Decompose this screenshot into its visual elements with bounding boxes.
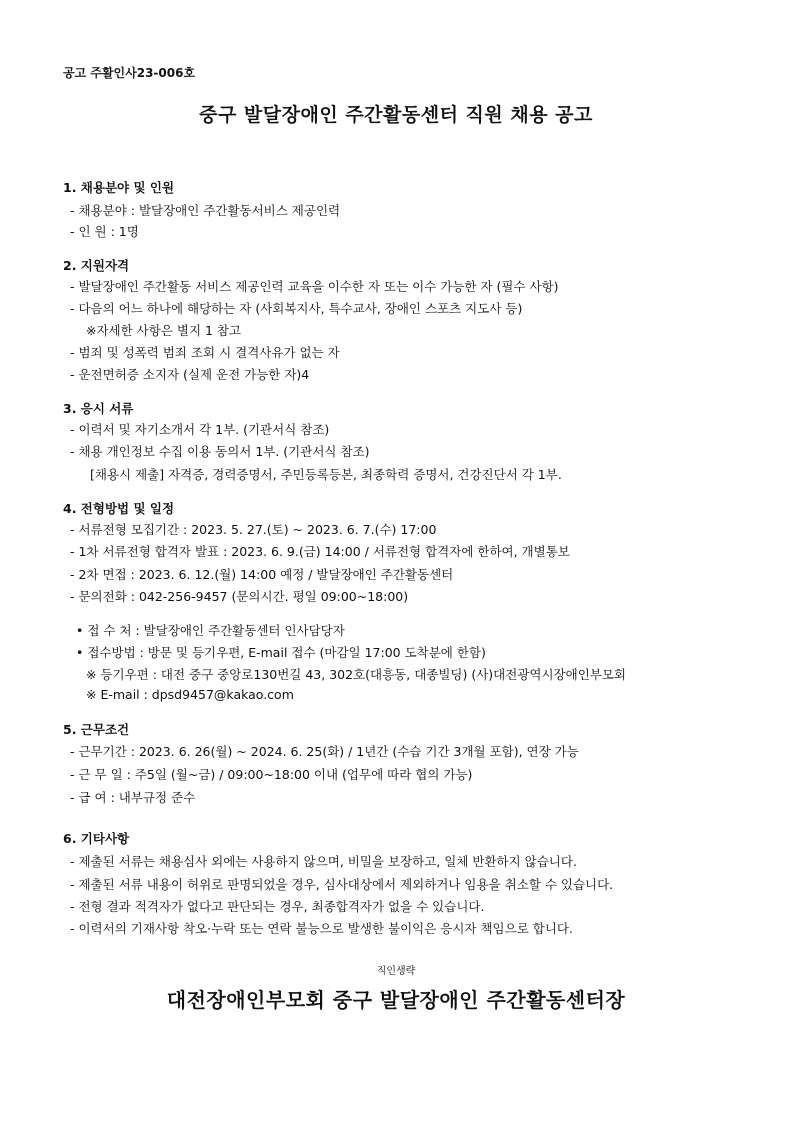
section-1-line: - 채용분야 : 발달장애인 주간활동서비스 제공인력 (70, 203, 341, 218)
page-title: 중구 발달장애인 주간활동센터 직원 채용 공고 (199, 104, 593, 126)
section-3-note: [채용시 제출] 자격증, 경력증명서, 주민등록등본, 최종학력 증명서, 건강진단서 각 1부. (90, 467, 562, 482)
section-3-title: 3. 응시 서류 (63, 401, 134, 416)
section-6-line: - 이력서의 기재사항 착오·누락 또는 연락 불능으로 발생한 불이익은 응시자 책임으로 합니다. (70, 921, 573, 936)
section-4-title: 4. 전형방법 및 일정 (63, 501, 175, 516)
section-2-note: ※자세한 사항은 별지 1 참고 (86, 323, 242, 338)
section-6-line: - 제출된 서류 내용이 허위로 판명되었을 경우, 심사대상에서 제외하거나 임용을 취소할 수 있습니다. (70, 877, 614, 892)
section-2-line: - 범죄 및 성폭력 범죄 조회 시 결격사유가 없는 자 (70, 345, 340, 360)
section-4-email-note: ※ E-mail : dpsd9457@kakao.com (86, 687, 294, 702)
section-5-title: 5. 근무조건 (63, 722, 130, 737)
section-4-line: - 문의전화 : 042-256-9457 (문의시간. 평일 09:00~18:00) (70, 589, 409, 604)
section-4-bullet: • 접 수 처 : 발달장애인 주간활동센터 인사담당자 (76, 623, 345, 638)
section-1-line: - 인 원 : 1명 (70, 224, 139, 239)
section-3-line: - 이력서 및 자기소개서 각 1부. (기관서식 참조) (70, 422, 330, 437)
section-2-line: - 다음의 어느 하나에 해당하는 자 (사회복지사, 특수교사, 장애인 스포츠 지도사 등) (70, 301, 523, 316)
section-6-title: 6. 기타사항 (63, 831, 130, 846)
section-5-line: - 급 여 : 내부규정 준수 (70, 790, 196, 805)
section-5-line: - 근무기간 : 2023. 6. 26(월) ~ 2024. 6. 25(화) / 1년간 (수습 기간 3개월 포함), 연장 가능 (70, 744, 579, 759)
document-number: 공고 주활인사23-006호 (63, 66, 196, 80)
section-4-line: - 1차 서류전형 합격자 발표 : 2023. 6. 9.(금) 14:00 / 서류전형 합격자에 한하여, 개별통보 (70, 544, 570, 559)
section-6-line: - 제출된 서류는 채용심사 외에는 사용하지 않으며, 비밀을 보장하고, 일체 반환하지 않습니다. (70, 854, 577, 869)
section-1-title: 1. 채용분야 및 인원 (63, 180, 175, 195)
section-2-line: - 운전면허증 소지자 (실제 운전 가능한 자)4 (70, 367, 310, 382)
seal-omitted-note: 직인생략 (376, 966, 416, 977)
section-2-line: - 발달장애인 주간활동 서비스 제공인력 교육을 이수한 자 또는 이수 가능한 자 (필수 사항) (70, 279, 559, 294)
section-4-line: - 2차 면접 : 2023. 6. 12.(월) 14:00 예정 / 발달장애인 주간활동센터 (70, 567, 454, 582)
section-3-line: - 채용 개인정보 수집 이용 동의서 1부. (기관서식 참조) (70, 444, 370, 459)
section-4-note: ※ 등기우편 : 대전 중구 중앙로130번길 43, 302호(대흥동, 대종빌딩) (사)대전광역시장애인부모회 (86, 667, 626, 682)
section-4-bullet: • 접수방법 : 방문 및 등기우편, E-mail 접수 (마감일 17:00 도착분에 한함) (76, 645, 486, 660)
signature-line: 대전장애인부모회 중구 발달장애인 주간활동센터장 (166, 988, 626, 1012)
section-6-line: - 전형 결과 적격자가 없다고 판단되는 경우, 최종합격자가 없을 수 있습니다. (70, 899, 485, 914)
section-2-title: 2. 지원자격 (63, 258, 130, 273)
section-5-line: - 근 무 일 : 주5일 (월~금) / 09:00~18:00 이내 (업무에 따라 협의 가능) (70, 767, 473, 782)
section-4-line: - 서류전형 모집기간 : 2023. 5. 27.(토) ~ 2023. 6. 7.(수) 17:00 (70, 522, 437, 537)
